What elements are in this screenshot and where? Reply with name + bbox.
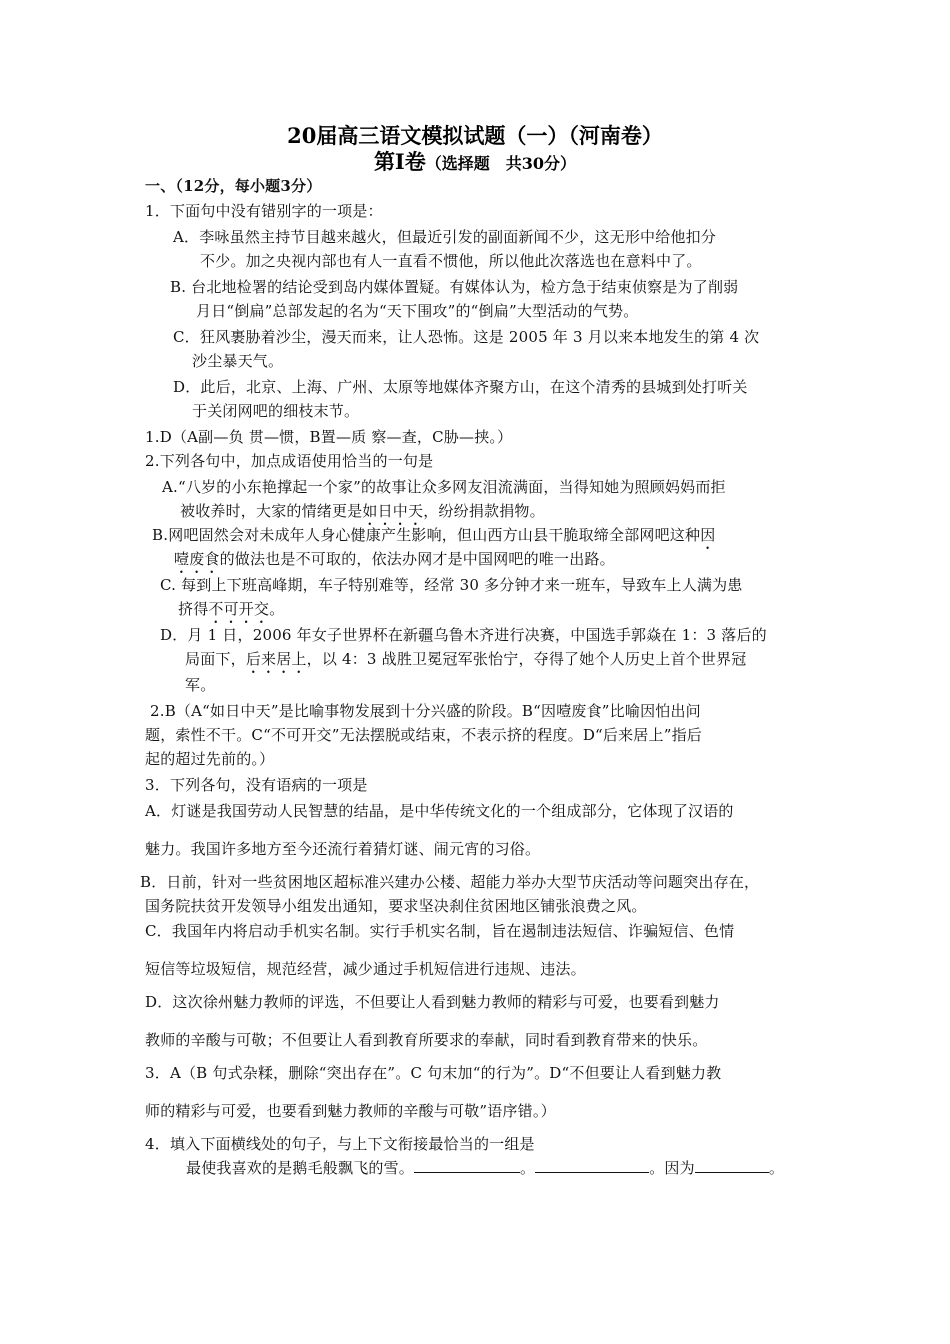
question-3-option-a-cont: 魅力。我国许多地方至今还流行着猜灯谜、闹元宵的习俗。 — [145, 840, 541, 858]
option-text: ，以 4：3 战胜卫冕冠军张怡宁，夺得了她个人历史上首个世界冠 — [306, 650, 747, 668]
question-2-option-c-cont — [178, 598, 284, 627]
question-1-option-d-cont: 于关闭网吧的细枝末节。 — [192, 402, 360, 420]
option-text: 局面下， — [185, 650, 246, 668]
question-1-option-b: B. 台北地检署的结论受到岛内媒体置疑。有媒体认为，检方急于结束侦察是为了削弱 — [170, 278, 739, 296]
question-1-option-c-cont: 沙尘暴天气。 — [192, 352, 284, 370]
answer-blank-2[interactable] — [535, 1157, 649, 1173]
dotted-idiom: 因 — [700, 526, 716, 544]
dotted-idiom: 噎废食 — [174, 550, 220, 568]
fill-line-separator: 。 — [520, 1159, 536, 1177]
question-2-option-d: D．月 1 日，2006 年女子世界杯在新疆乌鲁木齐进行决赛，中国选手郭焱在 1：3 落后的 — [160, 626, 767, 644]
fill-line-end: 。 — [768, 1159, 785, 1177]
answer-blank-1[interactable] — [414, 1157, 520, 1173]
question-2-answer: 2.B（A“如日中天”是比喻事物发展到十分兴盛的阶段。B“因噎废食”比喻因怕出问 — [150, 702, 701, 720]
dotted-idiom: 不可开交 — [208, 600, 270, 618]
question-3-answer: 3．A（B 句式杂糅，删除“突出存在”。C 句末加“的行为”。D“不但要让人看到魅力教 — [145, 1064, 722, 1082]
question-3-option-a: A．灯谜是我国劳动人民智慧的结晶，是中华传统文化的一个组成部分，它体现了汉语的 — [145, 802, 734, 820]
option-text: 被收养时，大家的情绪更是 — [180, 502, 363, 520]
question-3-option-d-cont: 教师的辛酸与可敬；不但要让人看到教育所要求的奉献，同时看到教育带来的快乐。 — [145, 1031, 708, 1049]
answer-blank-3[interactable] — [695, 1157, 769, 1173]
question-1-option-a-cont: 不少。加之央视内部也有人一直看不惯他，所以他此次落选也在意料中了。 — [200, 252, 702, 270]
option-text: ，纷纷捐款捐物。 — [423, 502, 545, 520]
option-text: B.网吧固然会对未成年人身心健康产生影响，但山西方山县干脆取缔全部网吧这种 — [152, 526, 701, 544]
question-1-option-c: C．狂风裹胁着沙尘，漫天而来，让人恐怖。这是 2005 年 3 月以来本地发生的第 4 次 — [173, 328, 760, 346]
question-1-answer: 1.D（A副—负 贯—惯，B置—质 察—查，C胁—挟。） — [145, 428, 513, 446]
question-3-answer-cont: 师的精彩与可爱，也要看到魅力教师的辛酸与可敬”语序错。） — [145, 1102, 556, 1120]
question-2-option-d-cont — [185, 648, 746, 677]
question-4-stem: 4．填入下面横线处的句子，与上下文衔接最恰当的一组是 — [145, 1135, 535, 1153]
question-1-option-a: A．李咏虽然主持节目越来越火，但最近引发的副面新闻不少，这无形中给他扣分 — [173, 228, 717, 246]
option-text: 的做法也是不可取的，依法办网才是中国网吧的唯一出路。 — [219, 550, 615, 568]
question-3-option-c: C．我国年内将启动手机实名制。实行手机实名制，旨在遏制违法短信、诈骗短信、色情 — [145, 922, 735, 940]
question-2-answer-cont2: 起的超过先前的。） — [145, 750, 275, 768]
question-3-stem: 3．下列各句，没有语病的一项是 — [145, 776, 368, 794]
question-3-option-b: B．日前，针对一些贫困地区超标准兴建办公楼、超能力举办大型节庆活动等问题突出存在， — [140, 873, 760, 891]
exam-subtitle — [0, 148, 950, 178]
question-2-answer-cont: 题，索性不干。C“不可开交”无法摆脱或结束，不表示挤的程度。D“后来居上”指后 — [145, 726, 702, 744]
question-1-option-d: D．此后，北京、上海、广州、太原等地媒体齐聚方山，在这个清秀的县城到处打听关 — [173, 378, 748, 396]
question-1-stem: 1．下面句中没有错别字的一项是： — [145, 202, 383, 220]
question-3-option-d: D．这次徐州魅力教师的评选，不但要让人看到魅力教师的精彩与可爱，也要看到魅力 — [145, 993, 720, 1011]
dotted-idiom: 后来居上 — [245, 650, 307, 668]
paper-part-note: （选择题 共30分） — [425, 154, 577, 173]
question-2-option-b-cont — [174, 548, 615, 577]
section-one-heading: 一、（12分，每小题3分） — [145, 177, 322, 195]
option-text: 。 — [269, 600, 285, 618]
fill-line-separator: 。因为 — [649, 1159, 695, 1177]
paper-part-label: 第Ⅰ卷 — [373, 149, 426, 174]
question-3-option-b-cont: 国务院扶贫开发领导小组发出通知，要求坚决刹住贫困地区铺张浪费之风。 — [145, 897, 647, 915]
question-1-option-b-cont: 月日“倒扁”总部发起的名为“天下围攻”的“倒扁”大型活动的气势。 — [196, 302, 639, 320]
option-text: 挤得 — [178, 600, 209, 618]
fill-line-text: 最使我喜欢的是鹅毛般飘飞的雪。 — [186, 1159, 415, 1177]
question-3-option-c-cont: 短信等垃圾短信，规范经营，减少通过手机短信进行违规、违法。 — [145, 960, 586, 978]
question-2-option-d-cont2: 军。 — [185, 676, 216, 694]
question-2-stem: 2.下列各句中，加点成语使用恰当的一句是 — [145, 452, 434, 470]
question-4-fill-line — [186, 1157, 784, 1179]
question-2-option-c: C. 每到上下班高峰期，车子特别难等，经常 30 多分钟才来一班车，导致车上人满为患 — [160, 576, 743, 594]
question-2-option-a: A.“八岁的小东艳撑起一个家”的故事让众多网友泪流满面，当得知她为照顾妈妈而拒 — [162, 478, 726, 496]
dotted-idiom: 如日中天 — [362, 502, 424, 520]
exam-title: 20届高三语文模拟试题（一）（河南卷） — [287, 123, 663, 148]
